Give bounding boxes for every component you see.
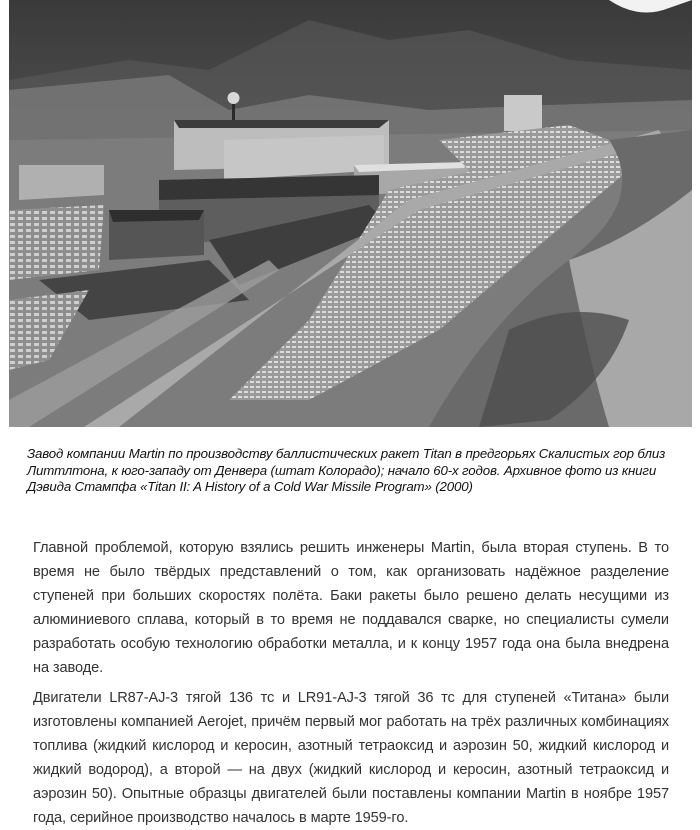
article-paragraph-2: Двигатели LR87-AJ-3 тягой 136 тс и LR91-AJ-3 тягой 36 тс для ступеней «Титана» были изготовлены компанией Aerojet, причём первый мог работать на трёх различных комбинациях топлива (жидкий кислород и керосин, азотный тетраоксид и аэрозин 50, жидкий кислород и жидкий водород), а второй — на двух (жидкий кислород и керосин, азотный тетраоксид и аэрозин 50). Опытные образцы двигателей были поставлены компании Martin в ноябре 1957 года, серийное производство началось в марте 1959-го.: [33, 690, 669, 826]
photo-illustration: [9, 0, 692, 427]
factory-aerial-photo: [9, 0, 692, 427]
photo-caption: Завод компании Martin по производству баллистических ракет Titan в предгорьях Скалистых гор близ Литтлтона, к юго-западу от Денвера (штат Колорадо); начало 60-х годов. Архивное фото из книги Дэвида Стампфа «Titan II: A History of a Cold War Missile Program» (2000): [27, 446, 666, 495]
article-paragraph-1: Главной проблемой, которую взялись решить инженеры Martin, была вторая ступень. В то время не было твёрдых представлений о том, как организовать надёжное разделение ступеней при больших скоростях полёта. Баки ракеты было решено делать несущими из алюминиевого сплава, который в то время не поддавался сварке, но специалисты сумели разработать особую технологию обработки металла, и к концу 1957 года она была внедрена на заводе.: [33, 540, 669, 676]
